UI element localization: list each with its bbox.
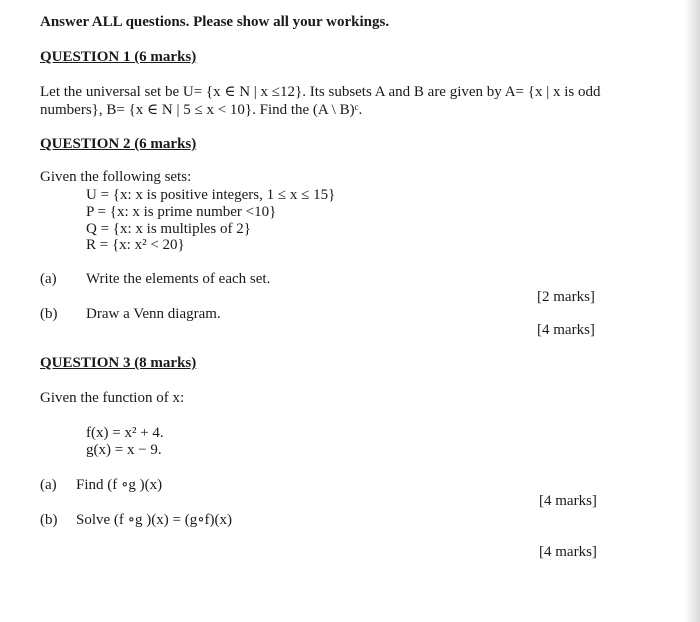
q2-intro: Given the following sets: <box>40 169 192 185</box>
q1-text-line-2: numbers}, B= {x ∈ N | 5 ≤ x < 10}. Find the (A \ B)ᶜ. <box>40 102 363 118</box>
page-edge-shadow <box>684 0 700 622</box>
q2-part-a-marks: [2 marks] <box>537 289 595 305</box>
q2-part-b-marks: [4 marks] <box>537 322 595 338</box>
q2-part-a-label: (a) <box>40 271 57 287</box>
q3-function-f: f(x) = x² + 4. <box>86 425 164 441</box>
q1-text-line-1: Let the universal set be U= {x ∈ N | x ≤12}. Its subsets A and B are given by A= {x | x is odd <box>40 84 601 100</box>
q3-heading: QUESTION 3 (8 marks) <box>40 355 197 371</box>
q3-part-a-label: (a) <box>40 477 57 493</box>
instructions-heading: Answer ALL questions. Please show all your workings. <box>40 14 390 30</box>
q1-heading: QUESTION 1 (6 marks) <box>40 49 197 65</box>
q3-part-a-text: Find (f ∘g )(x) <box>76 477 163 493</box>
q3-part-b-marks: [4 marks] <box>539 544 597 560</box>
q2-part-b-label: (b) <box>40 306 58 322</box>
q2-set-q: Q = {x: x is multiples of 2} <box>86 221 251 237</box>
q3-intro: Given the function of x: <box>40 390 185 406</box>
q3-part-b-label: (b) <box>40 512 58 528</box>
q2-set-p: P = {x: x is prime number <10} <box>86 204 277 220</box>
q3-part-b-text: Solve (f ∘g )(x) = (g∘f)(x) <box>76 512 233 528</box>
q3-function-g: g(x) = x − 9. <box>86 442 162 458</box>
q2-part-a-text: Write the elements of each set. <box>86 271 271 287</box>
q2-set-u: U = {x: x is positive integers, 1 ≤ x ≤ 15} <box>86 187 336 203</box>
q2-set-r: R = {x: x² < 20} <box>86 237 185 253</box>
q2-heading: QUESTION 2 (6 marks) <box>40 136 197 152</box>
q2-part-b-text: Draw a Venn diagram. <box>86 306 221 322</box>
q3-part-a-marks: [4 marks] <box>539 493 597 509</box>
